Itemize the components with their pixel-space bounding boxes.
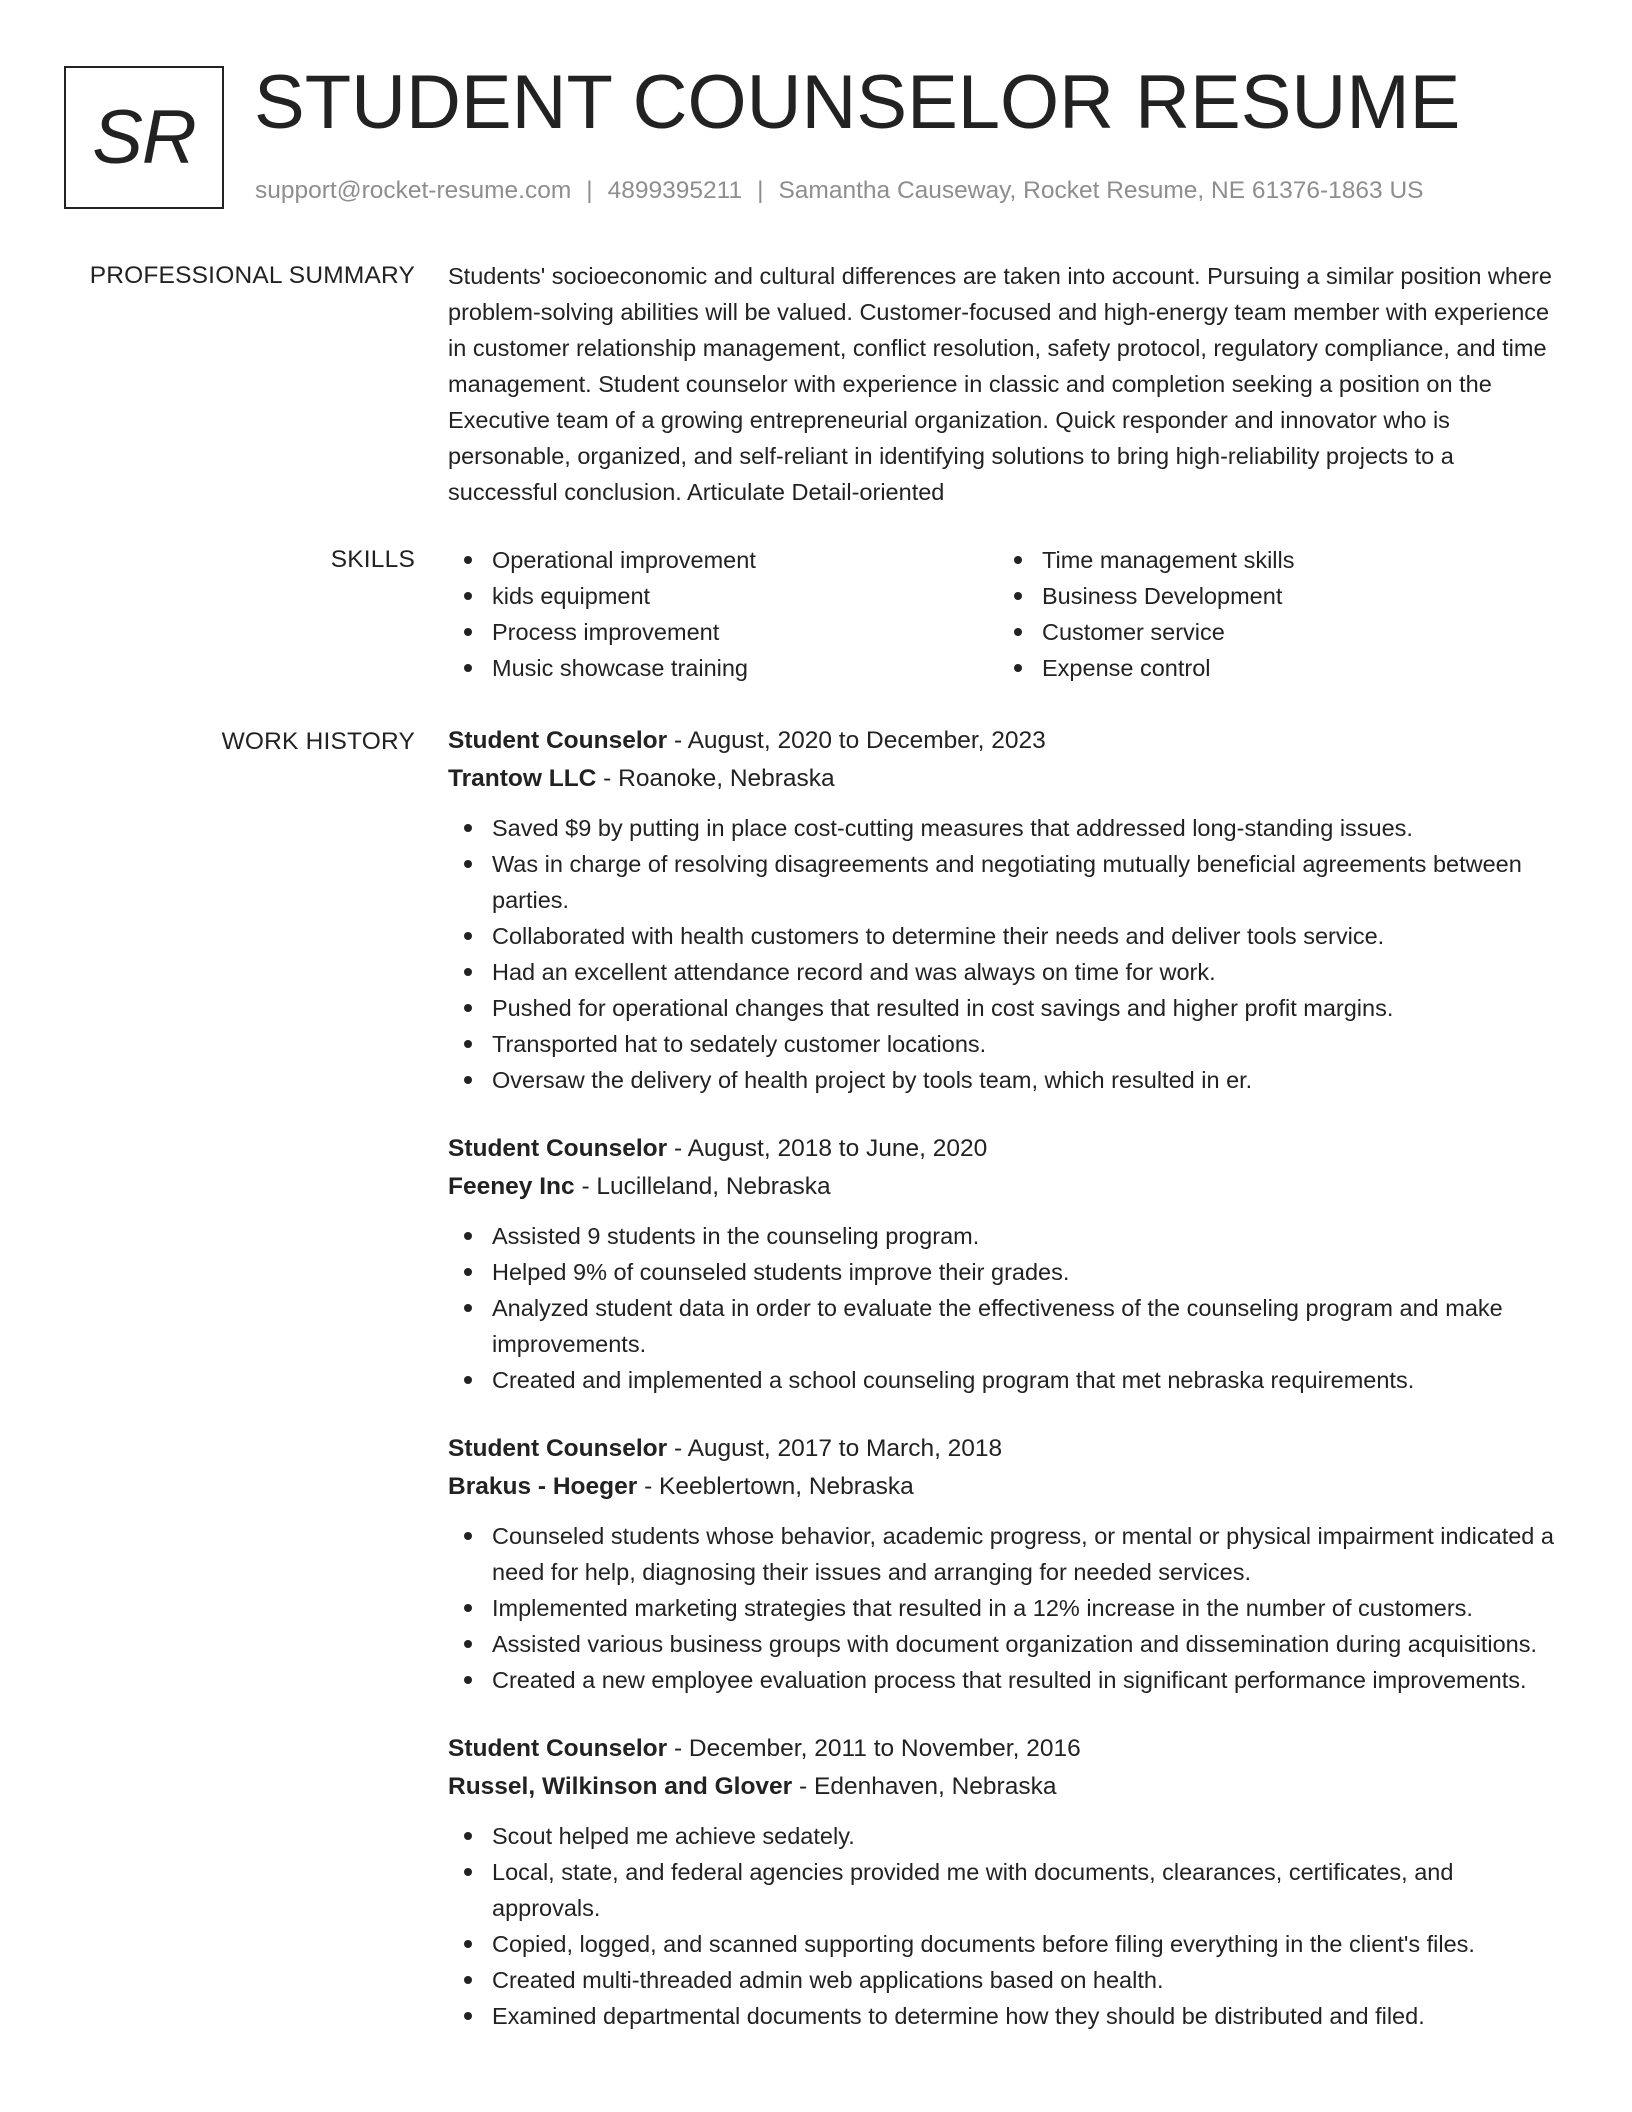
job-bullets <box>448 810 1566 1098</box>
job-entry <box>448 1130 1566 1398</box>
skills-grid <box>448 542 1566 686</box>
job-entry <box>448 722 1566 1098</box>
contact-separator: | <box>757 177 764 204</box>
work-history-heading: WORK HISTORY <box>221 728 415 755</box>
job-bullet: Transported hat to sedately customer locations. <box>448 1026 1566 1062</box>
job-title: Student Counselor <box>448 1135 668 1162</box>
job-bullets <box>448 1518 1566 1698</box>
job-bullet: Had an excellent attendance record and was always on time for work. <box>448 954 1566 990</box>
job-bullet: Saved $9 by putting in place cost-cutting measures that addressed long-standing issues. <box>448 810 1566 846</box>
skill-item: Business Development <box>998 578 1548 614</box>
job-company: Trantow LLC <box>448 765 597 792</box>
job-bullet: Analyzed student data in order to evaluate the effectiveness of the counseling program and make improvements. <box>448 1290 1566 1362</box>
job-title-line: Student Counselor - December, 2011 to November, 2016 <box>448 1735 1081 1762</box>
skill-item: kids equipment <box>448 578 998 614</box>
skills-list-right <box>998 542 1548 686</box>
job-company: Russel, Wilkinson and Glover <box>448 1773 793 1800</box>
job-dates: August, 2018 to June, 2020 <box>687 1135 988 1162</box>
contact-line <box>255 175 1424 207</box>
job-bullet: Created a new employee evaluation process that resulted in significant performance improvements. <box>448 1662 1566 1698</box>
job-dates: August, 2020 to December, 2023 <box>687 727 1046 754</box>
contact-phone: 4899395211 <box>607 177 743 204</box>
job-bullet: Counseled students whose behavior, academic progress, or mental or physical impairment indicated a need for help, diagnosing their issues and arranging for needed services. <box>448 1518 1566 1590</box>
job-company-line: Brakus - Hoeger - Keeblertown, Nebraska <box>448 1473 914 1500</box>
job-bullet: Assisted 9 students in the counseling program. <box>448 1218 1566 1254</box>
summary-heading: PROFESSIONAL SUMMARY <box>89 262 415 289</box>
job-title: Student Counselor <box>448 1435 668 1462</box>
job-bullets <box>448 1218 1566 1398</box>
skill-item: Customer service <box>998 614 1548 650</box>
job-bullet: Examined departmental documents to determine how they should be distributed and filed. <box>448 1998 1566 2034</box>
job-bullet: Pushed for operational changes that resulted in cost savings and higher profit margins. <box>448 990 1566 1026</box>
work-history-body <box>448 722 1566 2066</box>
job-bullet: Copied, logged, and scanned supporting documents before filing everything in the client's files. <box>448 1926 1566 1962</box>
job-dates: December, 2011 to November, 2016 <box>688 1735 1081 1762</box>
job-location: Lucilleland, Nebraska <box>596 1173 831 1200</box>
monogram-logo: SR <box>64 66 224 209</box>
job-title-line: Student Counselor - August, 2018 to June, 2020 <box>448 1135 988 1162</box>
job-entry <box>448 1430 1566 1698</box>
skills-heading: SKILLS <box>330 546 415 573</box>
job-bullet: Local, state, and federal agencies provided me with documents, clearances, certificates, and approvals. <box>448 1854 1566 1926</box>
job-location: Edenhaven, Nebraska <box>814 1773 1057 1800</box>
job-bullet: Was in charge of resolving disagreements and negotiating mutually beneficial agreements between parties. <box>448 846 1566 918</box>
job-bullet: Created and implemented a school counseling program that met nebraska requirements. <box>448 1362 1566 1398</box>
job-dates: August, 2017 to March, 2018 <box>687 1435 1003 1462</box>
job-location: Keeblertown, Nebraska <box>659 1473 914 1500</box>
skill-item: Process improvement <box>448 614 998 650</box>
job-bullets <box>448 1818 1566 2034</box>
job-title-line: Student Counselor - August, 2017 to March, 2018 <box>448 1435 1003 1462</box>
job-company-line: Russel, Wilkinson and Glover - Edenhaven, Nebraska <box>448 1773 1057 1800</box>
job-company: Brakus - Hoeger <box>448 1473 638 1500</box>
job-title-line: Student Counselor - August, 2020 to December, 2023 <box>448 727 1046 754</box>
resume-title: STUDENT COUNSELOR RESUME <box>254 60 1461 145</box>
job-location: Roanoke, Nebraska <box>618 765 835 792</box>
job-bullet: Helped 9% of counseled students improve their grades. <box>448 1254 1566 1290</box>
job-company-line: Feeney Inc - Lucilleland, Nebraska <box>448 1173 831 1200</box>
job-title: Student Counselor <box>448 727 668 754</box>
skill-item: Music showcase training <box>448 650 998 686</box>
skill-item: Operational improvement <box>448 542 998 578</box>
job-bullet: Created multi-threaded admin web applications based on health. <box>448 1962 1566 1998</box>
job-title: Student Counselor <box>448 1735 668 1762</box>
job-entry <box>448 1730 1566 2034</box>
summary-text: Students' socioeconomic and cultural differences are taken into account. Pursuing a similar position where problem-solving abilities will be valued. Customer-focused and high-energy team member with experience in customer relationship management, conflict resolution, safety protocol, regulatory compliance, and time management. Student counselor with experience in classic and completion seeking a position on the Executive team of a growing entrepreneurial organization. Quick responder and innovator who is personable, organized, and self-reliant in identifying solutions to bring high-reliability projects to a successful conclusion. Articulate Detail-oriented <box>448 263 1552 505</box>
contact-email: support@rocket-resume.com <box>255 177 572 204</box>
job-company: Feeney Inc <box>448 1173 575 1200</box>
job-company-line: Trantow LLC - Roanoke, Nebraska <box>448 765 835 792</box>
contact-address: Samantha Causeway, Rocket Resume, NE 61376-1863 US <box>778 177 1424 204</box>
job-bullet: Assisted various business groups with document organization and dissemination during acquisitions. <box>448 1626 1566 1662</box>
job-bullet: Collaborated with health customers to determine their needs and deliver tools service. <box>448 918 1566 954</box>
job-bullet: Implemented marketing strategies that resulted in a 12% increase in the number of customers. <box>448 1590 1566 1626</box>
skill-item: Expense control <box>998 650 1548 686</box>
skill-item: Time management skills <box>998 542 1548 578</box>
contact-separator: | <box>586 177 593 204</box>
job-bullet: Oversaw the delivery of health project by tools team, which resulted in er. <box>448 1062 1566 1098</box>
job-bullet: Scout helped me achieve sedately. <box>448 1818 1566 1854</box>
skills-list-left <box>448 542 998 686</box>
